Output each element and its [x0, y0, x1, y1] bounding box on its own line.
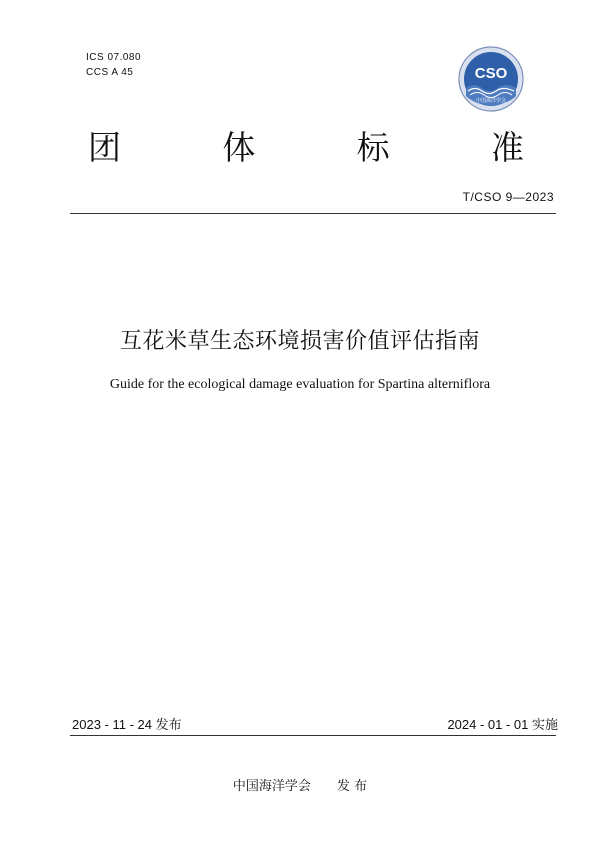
top-divider	[70, 213, 556, 214]
ics-code: ICS 07.080	[86, 52, 142, 63]
title-english: Guide for the ecological damage evaluation for Spartina alterniflora	[109, 377, 491, 392]
ccs-code: CCS A 45	[86, 67, 134, 78]
standard-type-char: 体	[222, 128, 256, 167]
bottom-divider	[70, 735, 556, 736]
publisher-action: 发 布	[336, 779, 368, 794]
publisher-line	[0, 775, 600, 794]
standard-type-char: 准	[490, 128, 524, 167]
publisher-name: 中国海洋学会	[232, 779, 311, 794]
standard-type-char: 标	[356, 128, 390, 167]
logo-text: CSO	[474, 65, 508, 82]
cso-logo	[458, 46, 524, 112]
classification-codes	[86, 50, 141, 80]
title-chinese: 互花米草生态环境损害价值评估指南	[119, 329, 480, 354]
implementation-date: 2024 - 01 - 01 实施	[447, 717, 558, 732]
standard-type-char: 团	[88, 128, 121, 167]
logo-subtext: 中国海洋学会	[475, 98, 507, 104]
standard-type-heading	[88, 128, 524, 168]
issue-date: 2023 - 11 - 24 发布	[72, 717, 182, 732]
standard-number: T/CSO 9—2023	[462, 190, 554, 204]
